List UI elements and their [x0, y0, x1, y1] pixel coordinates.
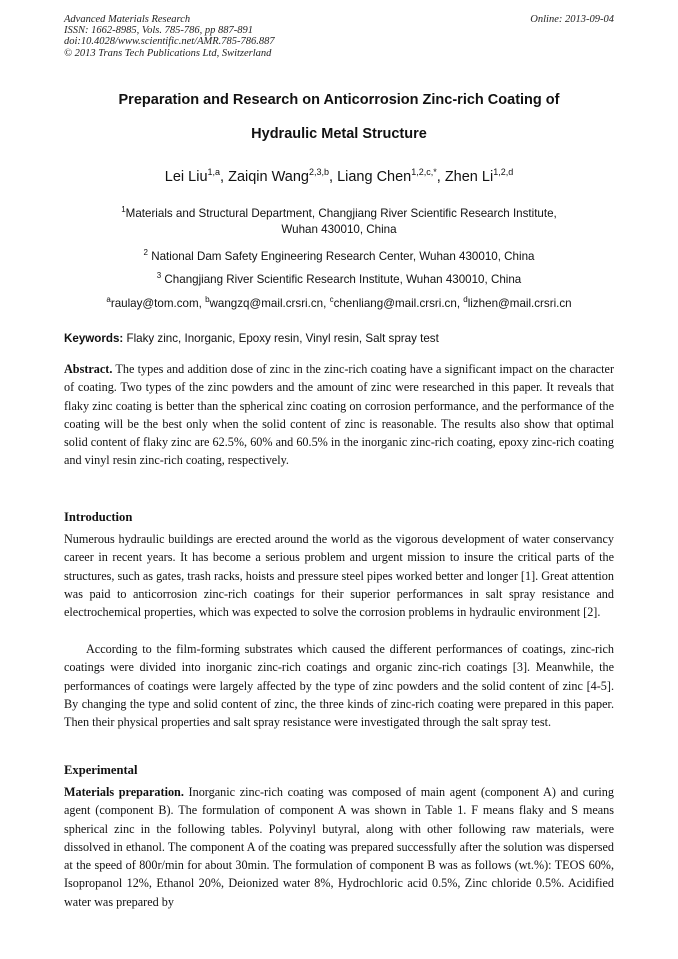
- email[interactable]: $^b$wangzq@mail.crsri.cn: [205, 295, 324, 310]
- journal-header: [64, 14, 275, 59]
- author: Zaiqin Wang$^{2,3,b}$,: [228, 167, 338, 185]
- author: Lei Liu$^{1,a}$,: [164, 167, 229, 185]
- email-list: $^a$raulay@tom.com, $^b$wangzq@mail.crsri.cn, $^c$chenliang@mail.crsri.cn, $^d$lizhen@mail.crsri.cn: [106, 295, 572, 310]
- affiliation-2: $^2$ National Dam Safety Engineering Research Center, Wuhan 430010, China: [143, 248, 535, 263]
- journal-name: Advanced Materials Research: [64, 14, 191, 25]
- abstract: [64, 360, 614, 470]
- intro-paragraph-1: Numerous hydraulic buildings are erected around the world as the vigorous development of water conservancy career in recent years. It has become a serious problem and urgent mission to insure the critical parts of the structures, such as gates, trash racks, hoists and pressure steel pipes worked better and longer [1]. Great attention was paid to anticorrosion zinc-rich coatings for their superior performances in salt spray resistance and electrochemical properties, which was expected to solve the corrosion problems in hydraulic environment [2].: [64, 532, 614, 620]
- issn: ISSN: 1662-8985, Vols. 785-786, pp 887-891: [64, 25, 253, 37]
- affiliation-3: $^3$ Changjiang River Scientific Research Institute, Wuhan 430010, China: [156, 271, 522, 286]
- email[interactable]: $^c$chenliang@mail.crsri.cn: [329, 295, 457, 310]
- experimental-paragraph: [64, 783, 614, 911]
- author: Zhen Li$^{1,2,d}$: [444, 167, 514, 185]
- abstract-label: Abstract.: [64, 362, 113, 376]
- abstract-text: The types and addition dose of zinc in the zinc-rich coating have a significant impact on the character of coating. Two types of the zinc powders and the amount of zinc were researched in this paper. It reveals that flaky zinc coating is better than the spherical zinc coating on corrosion performance, and the performance of the coating will be the best only when the solid content of zinc is reasonable. The results also show that optimal solid content of flaky zinc are 62.5%, 60% and 60.5% in the inorganic zinc-rich coating, epoxy zinc-rich coating and vinyl resin zinc-rich coating, respectively.: [64, 362, 614, 468]
- keywords: [64, 332, 616, 345]
- section-heading-introduction: Introduction: [64, 510, 133, 524]
- materials-preparation-label: Materials preparation.: [64, 785, 184, 799]
- paper-title-line1: Preparation and Research on Anticorrosion Zinc-rich Coating of: [118, 92, 560, 108]
- copyright: © 2013 Trans Tech Publications Ltd, Switzerland: [64, 47, 272, 59]
- email[interactable]: $^a$raulay@tom.com: [106, 295, 199, 310]
- materials-preparation-text: Inorganic zinc-rich coating was composed of main agent (component A) and curing agent (component B). The formulation of component A was shown in Table 1. F means flaky and S means spherical zinc in the following tables. Polyvinyl butyral, along with other following raw materials, were dissolved in ethanol. The component A of the coating was prepared successfully after the solution was dispersed at the speed of 800r/min for about 30min. The formulation of component B was as follows (wt.%): TEOS 60%, Isopropanol 12%, Ethanol 20%, Deionized water 8%, Hydrochloric acid 0.5%, Zinc chloride 0.5%. Acidified water was prepared by: [64, 785, 614, 909]
- keywords-text: Flaky zinc, Inorganic, Epoxy resin, Vinyl resin, Salt spray test: [123, 332, 439, 345]
- keywords-label: Keywords:: [64, 332, 124, 345]
- author-list: [64, 167, 614, 185]
- intro-paragraph-2: According to the film-forming substrates which caused the different performances of coatings, zinc-rich coatings were divided into inorganic zinc-rich coatings and organic zinc-rich coatings [3]. Meanwhile, the performances of coatings were largely affected by the type of zinc powders and the solid content of zinc [4-5]. By changing the type and solid content of zinc, the three kinds of zinc-rich coating were prepared in this paper. Then their physical properties and salt spray resistance were investigated through the salt spray test.: [64, 642, 614, 730]
- email[interactable]: $^d$lizhen@mail.crsri.cn: [463, 295, 572, 310]
- affiliation-1: $^1$Materials and Structural Department, Changjiang River Scientific Research Institute, Wuhan 430010, China: [121, 205, 557, 236]
- section-heading-experimental: Experimental: [64, 763, 138, 777]
- doi: doi:10.4028/www.scientific.net/AMR.785-786.887: [64, 36, 275, 48]
- online-date: Online: 2013-09-04: [530, 14, 614, 25]
- author: Liang Chen$^{1,2,c,*}$,: [337, 167, 445, 185]
- paper-title-line2: Hydraulic Metal Structure: [251, 126, 427, 142]
